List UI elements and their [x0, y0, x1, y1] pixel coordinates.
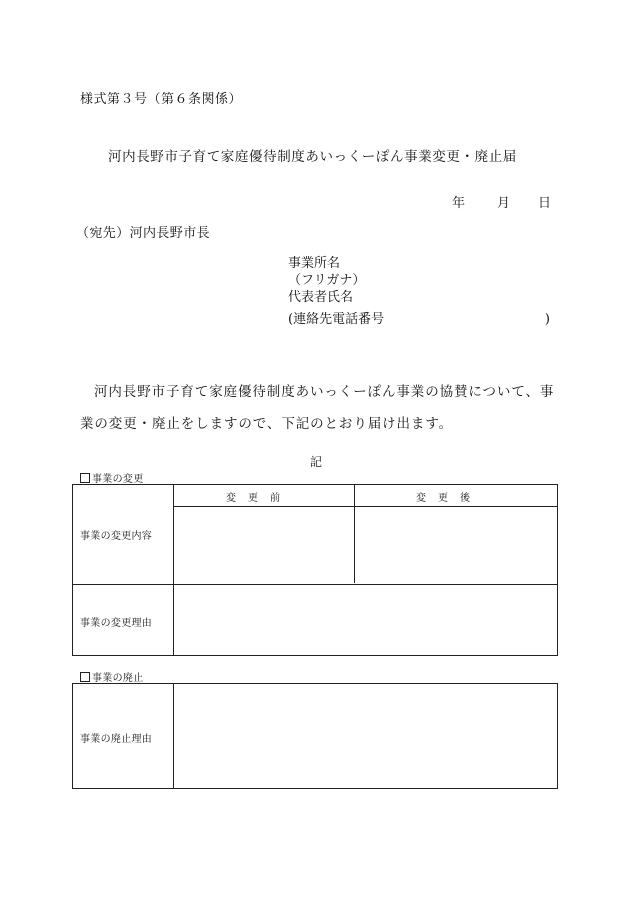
date-year-label: 年: [452, 196, 466, 211]
change-table-header-divider: [173, 506, 557, 507]
abolish-section-label: [80, 669, 144, 684]
abolish-table-col-divider: [173, 684, 174, 788]
body-line-2: 業の変更・廃止をしますので、下記のとおり届け出ます。: [80, 416, 454, 432]
representative-label: 代表者氏名: [288, 290, 354, 305]
phone-field: [288, 311, 550, 328]
change-table-before-after-divider: [354, 485, 355, 583]
change-table-col-divider: [173, 485, 174, 655]
change-reason-label: 事業の変更理由: [80, 618, 153, 629]
form-number: 様式第３号（第６条関係）: [80, 92, 243, 107]
date-month-label: 月: [497, 196, 511, 211]
change-table-row-divider: [73, 584, 557, 585]
abolish-section-text: 事業の廃止: [92, 673, 144, 684]
change-before-field[interactable]: [175, 508, 353, 583]
phone-close-paren: ): [544, 312, 550, 327]
change-section-label: [80, 470, 144, 485]
form-title: 河内長野市子育て家庭優待制度あいっくーぽん事業変更・廃止届: [108, 149, 517, 165]
after-header: 変 更 後: [416, 493, 471, 504]
abolish-checkbox[interactable]: [80, 672, 90, 682]
business-name-label: 事業所名: [288, 256, 341, 271]
change-content-label: 事業の変更内容: [80, 531, 153, 542]
change-checkbox[interactable]: [80, 473, 90, 483]
body-line-1: 河内長野市子育て家庭優待制度あいっくーぽん事業の協賛について、事: [94, 384, 555, 400]
change-after-field[interactable]: [356, 508, 557, 583]
date-day-label: 日: [538, 196, 552, 211]
phone-label: (連絡先電話番号: [288, 312, 385, 327]
before-header: 変 更 前: [226, 493, 281, 504]
change-table: [72, 484, 558, 656]
body-text: [80, 376, 556, 440]
ki-heading: 記: [310, 455, 323, 469]
change-section-text: 事業の変更: [92, 474, 144, 485]
abolish-reason-field[interactable]: [175, 686, 557, 786]
change-reason-field[interactable]: [175, 586, 557, 655]
furigana-label: （フリガナ）: [288, 273, 366, 288]
addressee: （宛先）河内長野市長: [76, 226, 211, 241]
abolish-reason-label: 事業の廃止理由: [80, 734, 153, 745]
applicant-block: [288, 255, 550, 328]
abolish-table: [72, 683, 558, 789]
